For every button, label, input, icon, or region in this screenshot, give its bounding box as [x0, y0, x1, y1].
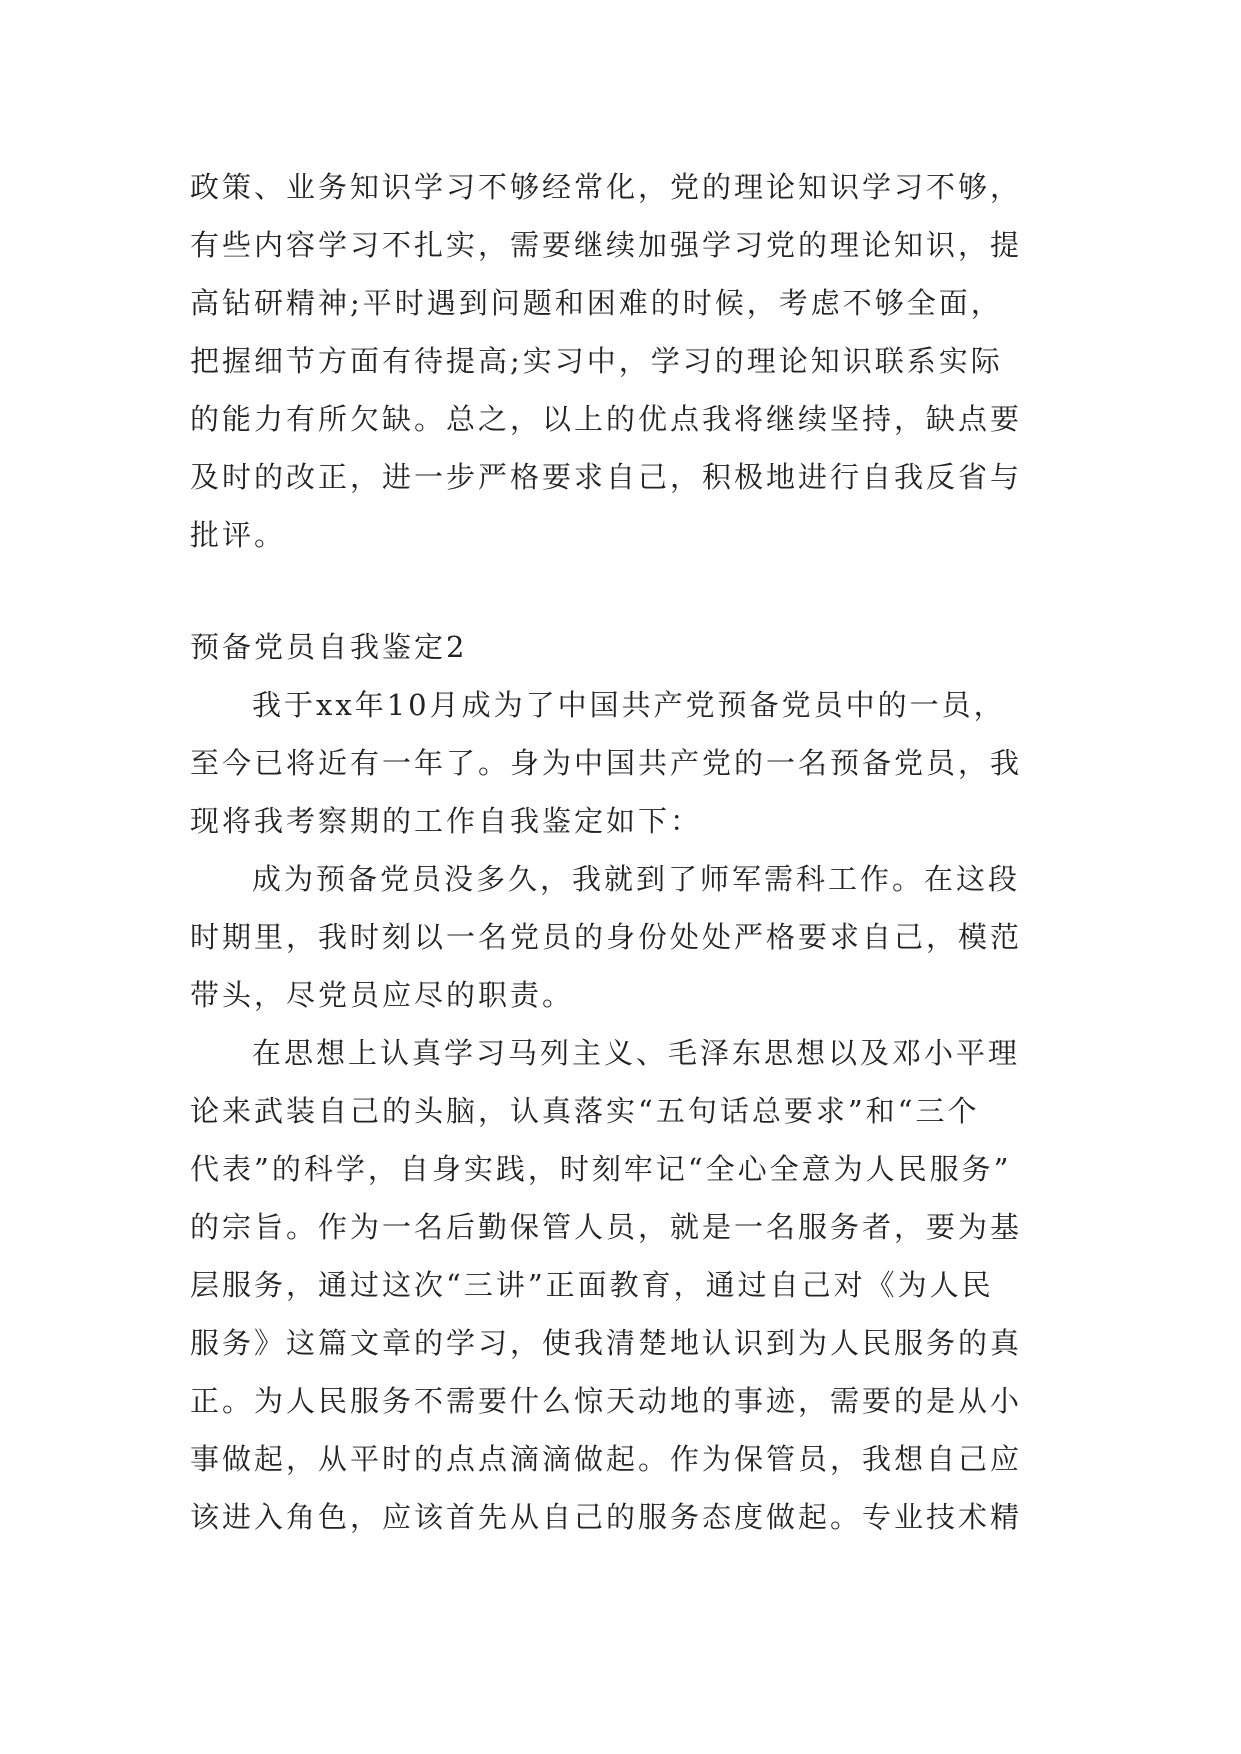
paragraph-3 — [190, 1024, 1070, 1546]
text-line: 代表”的科学，自身实践，时刻牢记“全心全意为人民服务” — [190, 1152, 1012, 1186]
section-title: 预备党员自我鉴定2 — [190, 630, 468, 664]
text-line: 的能力有所欠缺。总之，以上的优点我将继续坚持，缺点要 — [190, 402, 1023, 436]
text-line: 及时的改正，进一步严格要求自己，积极地进行自我反省与 — [190, 460, 1023, 494]
text-line: 论来武装自己的头脑，认真落实“五句话总要求”和“三个 — [190, 1094, 980, 1128]
document-body — [190, 158, 1070, 1546]
text-line: 在思想上认真学习马列主义、毛泽东思想以及邓小平理 — [252, 1036, 1021, 1070]
text-line: 批评。 — [190, 518, 287, 552]
text-line: 事做起，从平时的点点滴滴做起。作为保管员，我想自己应 — [190, 1442, 1023, 1476]
text-line: 服务》这篇文章的学习，使我清楚地认识到为人民服务的真 — [190, 1326, 1023, 1360]
text-line: 现将我考察期的工作自我鉴定如下： — [190, 804, 703, 838]
text-line: 层服务，通过这次“三讲”正面教育，通过自己对《为人民 — [190, 1268, 994, 1302]
paragraph-1 — [190, 676, 1070, 850]
text-line: 时期里，我时刻以一名党员的身份处处严格要求自己，模范 — [190, 920, 1023, 954]
text-line: 至今已将近有一年了。身为中国共产党的一名预备党员，我 — [190, 746, 1023, 780]
text-line: 成为预备党员没多久，我就到了师军需科工作。在这段 — [252, 862, 1021, 896]
text-line: 把握细节方面有待提高;实习中，学习的理论知识联系实际 — [190, 344, 1003, 378]
text-line: 高钻研精神;平时遇到问题和困难的时候，考虑不够全面， — [190, 286, 1003, 320]
paragraph-2 — [190, 850, 1070, 1024]
text-line: 我于xx年10月成为了中国共产党预备党员中的一员， — [252, 688, 1006, 722]
text-line: 正。为人民服务不需要什么惊天动地的事迹，需要的是从小 — [190, 1384, 1023, 1418]
text-line: 带头，尽党员应尽的职责。 — [190, 978, 575, 1012]
text-line: 该进入角色，应该首先从自己的服务态度做起。专业技术精 — [190, 1500, 1023, 1534]
text-line: 政策、业务知识学习不够经常化，党的理论知识学习不够， — [190, 170, 1023, 204]
section-spacer — [190, 564, 1070, 618]
intro-paragraph — [190, 158, 1070, 564]
text-line: 有些内容学习不扎实，需要继续加强学习党的理论知识，提 — [190, 228, 1023, 262]
text-line: 的宗旨。作为一名后勤保管人员，就是一名服务者，要为基 — [190, 1210, 1023, 1244]
